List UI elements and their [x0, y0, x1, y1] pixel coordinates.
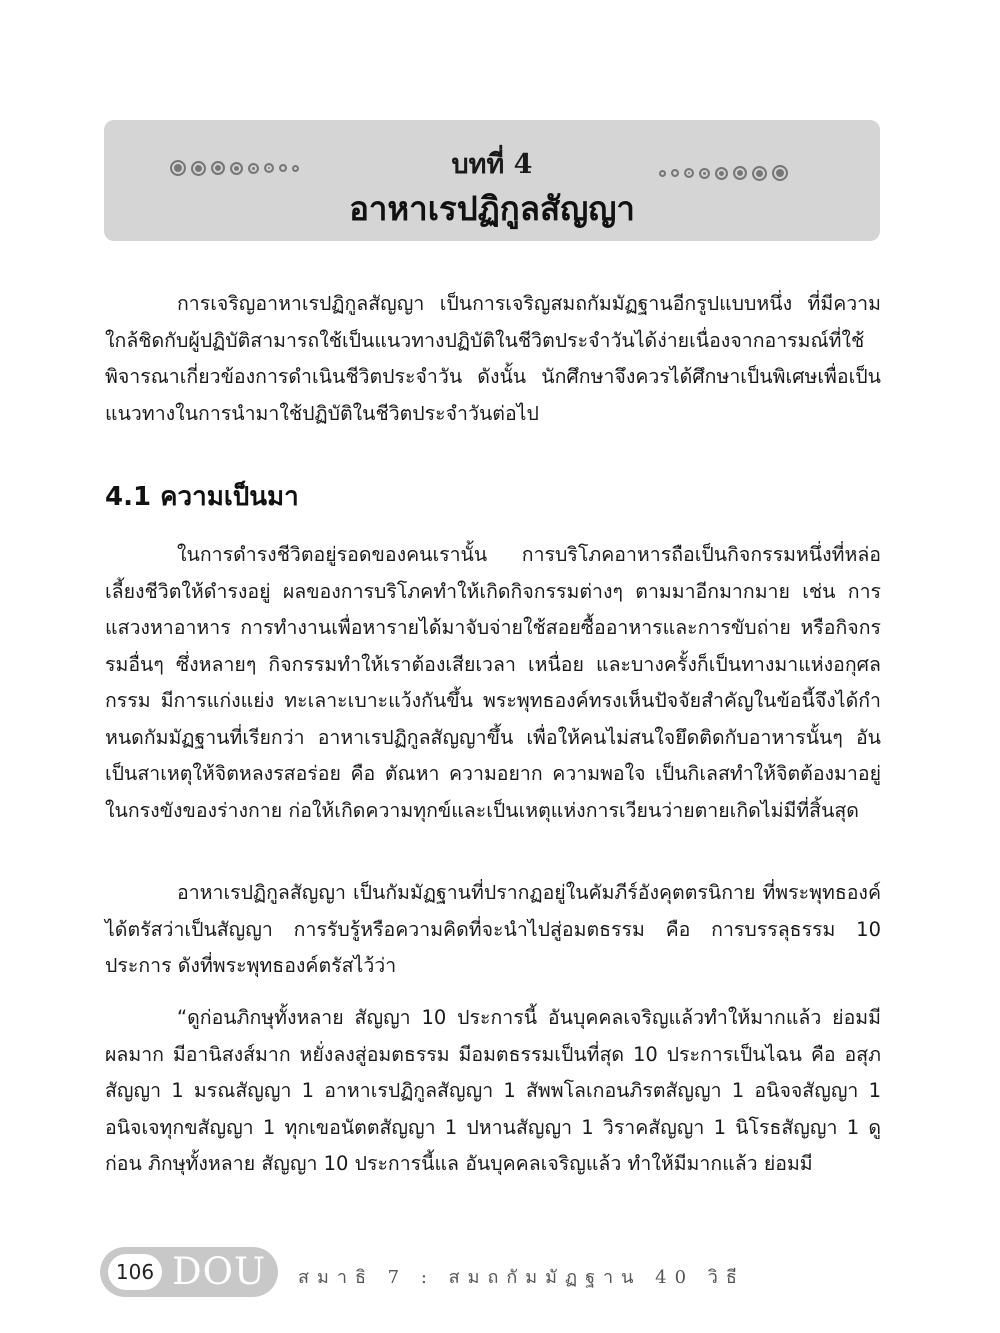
page-number: 106: [108, 1254, 162, 1290]
chapter-title: อาหาเรปฏิกูลสัญญา: [349, 189, 635, 228]
dot-ornament: [659, 170, 666, 177]
dot-ornament: [715, 167, 728, 180]
section-heading: 4.1 ความเป็นมา: [105, 482, 299, 512]
dot-ornament: [684, 168, 694, 178]
intro-paragraph: การเจริญอาหาเรปฏิกูลสัญญา เป็นการเจริญสมถกัมมัฏฐานอีกรูปแบบหนึ่ง ที่มีความใกล้ชิดกับผู้ปฏิบัติสามารถใช้เป็นแนวทางปฏิบัติในชีวิตประจำวันได้ง่ายเนื่องจากอารมณ์ที่ใช้พิจารณาเกี่ยวข้องการดำเนินชีวิตประจำวัน ดังนั้น นักศึกษาจึงควรได้ศึกษาเป็นพิเศษเพื่อเป็นแนวทางในการนำมาใช้ปฏิบัติในชีวิตประจำวันต่อไป: [105, 292, 881, 425]
dot-ornament: [733, 166, 747, 180]
dot-ornament: [699, 168, 710, 179]
body-paragraph: อาหาเรปฏิกูลสัญญา เป็นกัมมัฏฐานที่ปรากฏอยู่ในคัมภีร์อังคุตตรนิกาย ที่พระพุทธองค์ได้ตรัสว่าเป็นสัญญา การรับรู้หรือความคิดที่จะนำไปสู่อมตธรรม คือ การบรรลุธรรม 10 ประการ ดังที่พระพุทธองค์ตรัสไว้ว่า: [105, 881, 881, 977]
chapter-number: บทที่ 4: [451, 149, 533, 180]
dot-ornament: [752, 166, 767, 181]
dot-ornament: [671, 169, 679, 177]
chapter-header: [104, 120, 880, 241]
footer-badge: [100, 1247, 278, 1297]
quote-paragraph: “ดูก่อนภิกษุทั้งหลาย สัญญา 10 ประการนี้ อันบุคคลเจริญแล้วทำให้มากแล้ว ย่อมมีผลมาก มีอานิสงส์มาก หยั่งลงสู่อมตธรรม มีอมตธรรมเป็นที่สุด 10 ประการเป็นไฉน คือ อสุภสัญญา 1 มรณสัญญา 1 อาหาเรปฏิกูลสัญญา 1 สัพพโลเกอนภิรตสัญญา 1 อนิจจสัญญา 1 อนิจเจทุกขสัญญา 1 ทุกเขอนัตตสัญญา 1 ปหานสัญญา 1 วิราคสัญญา 1 นิโรธสัญญา 1 ดูก่อน ภิกษุทั้งหลาย สัญญา 10 ประการนี้แล อันบุคคลเจริญแล้ว ทำให้มีมากแล้ว ย่อมมี: [105, 1006, 881, 1175]
brand-logo: DOU: [172, 1250, 267, 1293]
decorative-dots-right: [659, 165, 788, 181]
body-paragraph: ในการดำรงชีวิตอยู่รอดของคนเรานั้น การบริโภคอาหารถือเป็นกิจกรรมหนึ่งที่หล่อเลี้ยงชีวิตให้ดำรงอยู่ ผลของการบริโภคทำให้เกิดกิจกรรมต่างๆ ตามมาอีกมากมาย เช่น การแสวงหาอาหาร การทำงานเพื่อหารายได้มาจับจ่ายใช้สอยซื้ออาหารและการขับถ่าย หรือกิจกรรมอื่นๆ ซึ่งหลายๆ กิจกรรมทำให้เราต้องเสียเวลา เหนื่อย และบางครั้งก็เป็นทางมาแห่งอกุศลกรรม มีการแก่งแย่ง ทะเลาะเบาะแว้งกันขึ้น พระพุทธองค์ทรงเห็นปัจจัยสำคัญในข้อนี้จึงได้กำหนดกัมมัฏฐานที่เรียกว่า อาหาเรปฏิกูลสัญญาขึ้น เพื่อให้คนไม่สนใจยึดติดกับอาหารนั้นๆ อันเป็นสาเหตุให้จิตหลงรสอร่อย คือ ตัณหา ความอยาก ความพอใจ เป็นกิเลสทำให้จิตต้องมาอยู่ในกรงขังของร่างกาย ก่อให้เกิดความทุกข์และเป็นเหตุแห่งการเวียนว่ายตายเกิดไม่มีที่สิ้นสุด: [105, 543, 881, 822]
running-footer-title: สมาธิ 7 : สมถกัมมัฏฐาน 40 วิธี: [298, 1267, 745, 1288]
dot-ornament: [772, 165, 788, 181]
